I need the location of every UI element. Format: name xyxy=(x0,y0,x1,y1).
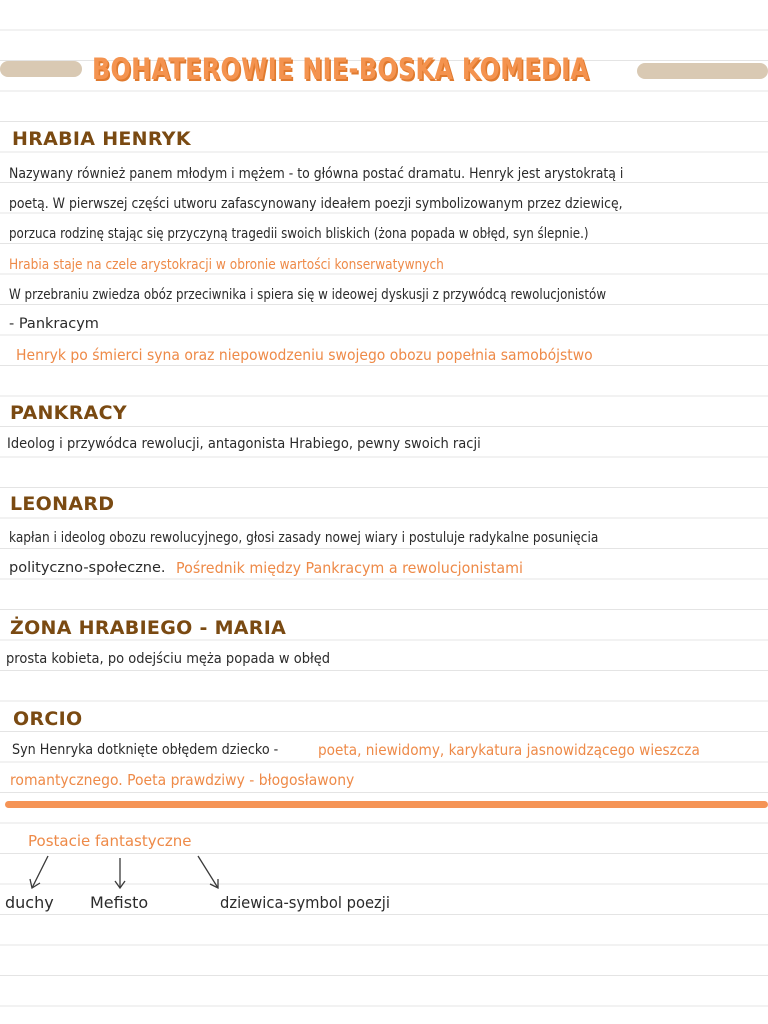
heading-zona-hrabiego: ŻONA HRABIEGO - MARIA xyxy=(10,617,287,639)
text-line: Ideolog i przywódca rewolucji, antagonista Hrabiego, pewny swoich racji xyxy=(7,436,481,452)
text-line: polityczno-społeczne. xyxy=(9,560,166,576)
arrow-icon xyxy=(198,856,218,888)
arrows-diagram xyxy=(0,850,260,895)
fantasy-heading: Postacie fantastyczne xyxy=(28,832,192,850)
text-line-highlight: Henryk po śmierci syna oraz niepowodzeniu swojego obozu popełnia samobójstwo xyxy=(16,346,593,364)
text-line: kapłan i ideolog obozu rewolucyjnego, głosi zasady nowej wiary i postuluje radykalne posunięcia xyxy=(9,530,599,546)
text-line: Nazywany również panem młodym i mężem - to główna postać dramatu. Henryk jest arystokratą i xyxy=(9,166,624,182)
heading-leonard: LEONARD xyxy=(10,493,115,515)
heading-hrabia-henryk: HRABIA HENRYK xyxy=(12,128,191,150)
text-line: Syn Henryka dotknięte obłędem dziecko - xyxy=(12,742,279,758)
page-title: BOHATEROWIE NIE-BOSKA KOMEDIA xyxy=(92,52,590,86)
washi-tape-left xyxy=(0,61,82,77)
arrow-icon xyxy=(30,856,48,888)
fantasy-item-mefisto: Mefisto xyxy=(90,893,149,912)
text-line-highlight: Hrabia staje na czele arystokracji w obronie wartości konserwatywnych xyxy=(9,257,444,273)
fantasy-item-dziewica: dziewica-symbol poezji xyxy=(220,893,390,912)
text-line: - Pankracym xyxy=(9,316,99,332)
heading-orcio: ORCIO xyxy=(13,708,83,730)
text-line-highlight: romantycznego. Poeta prawdziwy - błogosławony xyxy=(10,771,355,789)
heading-pankracy: PANKRACY xyxy=(10,402,127,424)
text-line: prosta kobieta, po odejściu męża popada w obłęd xyxy=(6,651,331,667)
washi-tape-right xyxy=(637,63,768,79)
text-line: porzuca rodzinę stając się przyczyną tragedii swoich bliskich (żona popada w obłęd, syn ślepnie.) xyxy=(9,226,589,242)
text-line-highlight: Pośrednik między Pankracym a rewolucjonistami xyxy=(176,559,523,577)
fantasy-item-duchy: duchy xyxy=(5,893,54,912)
text-line: poetą. W pierwszej części utworu zafascynowany ideałem poezji symbolizowanym przez dziewicę, xyxy=(9,196,623,212)
text-line: W przebraniu zwiedza obóz przeciwnika i spiera się w ideowej dyskusji z przywódcą rewolucjonistów xyxy=(9,287,607,303)
text-line-highlight: poeta, niewidomy, karykatura jasnowidzącego wieszcza xyxy=(318,741,700,759)
arrow-icon xyxy=(115,858,125,888)
section-divider xyxy=(5,801,768,808)
